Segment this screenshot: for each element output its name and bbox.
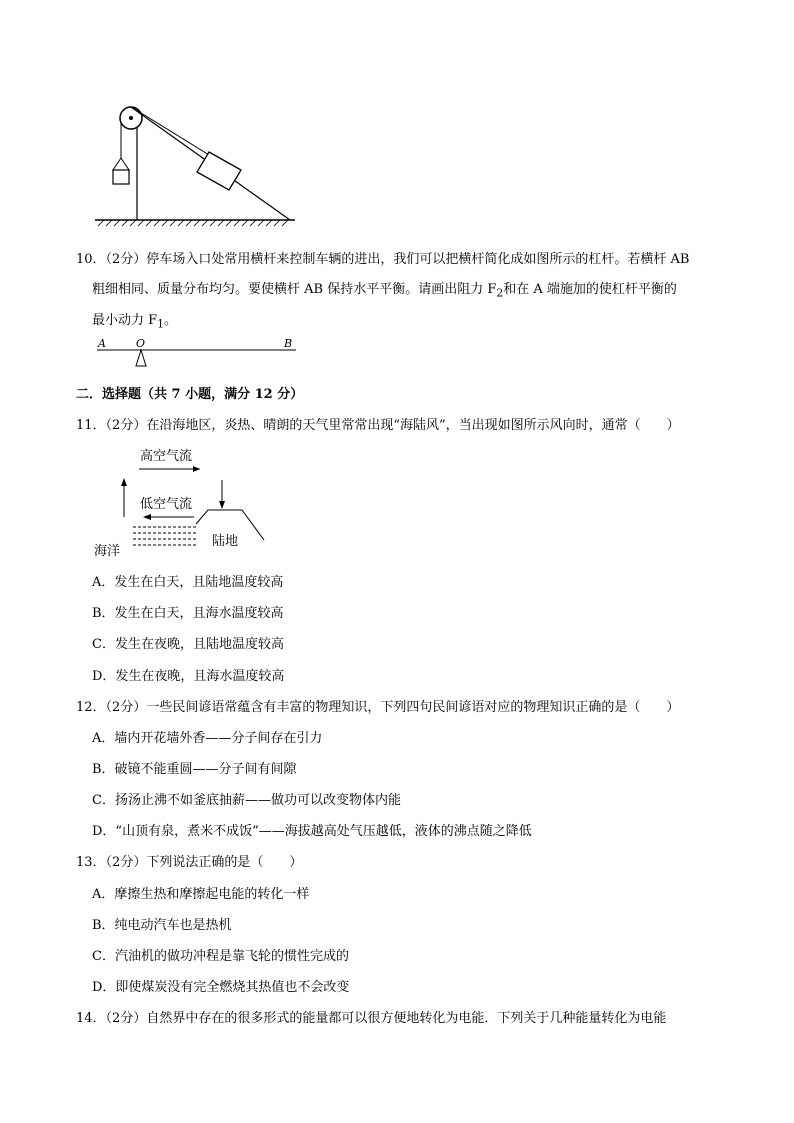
subscript: 2	[496, 286, 504, 300]
q12-option-d: D．“山顶有泉，煮米不成饭”——海拔越高处气压越低，液体的沸点随之降低	[92, 824, 532, 839]
q12-option-b: B．破镜不能重圆——分子间有间隙	[92, 762, 297, 777]
label-low-airflow: 低空气流	[140, 497, 193, 512]
q11-option-b: B．发生在白天，且海水温度较高	[92, 606, 284, 621]
q13-option-b: B．纯电动汽车也是热机	[92, 918, 232, 933]
section-title: 二．选择题（共 7 小题，满分 12 分）	[76, 387, 304, 402]
lever-label-a: A	[98, 337, 106, 350]
lever-label-b: B	[284, 337, 293, 350]
q14-stem: 14．（2分）自然界中存在的很多形式的能量都可以很方便地转化为电能．下列关于几种能量转化为电能	[76, 1011, 667, 1026]
label-high-airflow: 高空气流	[140, 449, 193, 464]
q11-option-d: D．发生在夜晚，且海水温度较高	[92, 669, 285, 684]
q13-option-d: D．即使煤炭没有完全燃烧其热值也不会改变	[92, 980, 350, 995]
label-sea: 海洋	[94, 544, 121, 559]
q12-option-c: C．扬汤止沸不如釜底抽薪——做功可以改变物体内能	[92, 793, 401, 808]
question-text: 停车场入口处常用横杆来控制车辆的进出，我们可以把横杆简化成如图所示的杠杆。若横杆 AB	[146, 252, 690, 267]
q13-option-c: C．汽油机的做功冲程是靠飞轮的惯性完成的	[92, 949, 349, 964]
q11-option-a: A．发生在白天，且陆地温度较高	[92, 575, 284, 590]
text: 和在 A 端施加的使杠杆平衡的	[503, 282, 677, 297]
q11-option-c: C．发生在夜晚，且陆地温度较高	[92, 637, 284, 652]
sea-breeze-figure	[0, 0, 794, 560]
text: 。	[164, 313, 178, 328]
text: 最小动力 F	[92, 313, 158, 328]
text: 粗细相同、质量分布均匀。要使横杆 AB 保持水平平衡。请画出阻力 F	[92, 282, 497, 297]
q11-stem: 11．（2分）在沿海地区，炎热、晴朗的天气里常常出现“海陆风”，当出现如图所示风向时，通常（ ）	[76, 418, 680, 433]
label-land: 陆地	[212, 534, 239, 549]
lever-label-o: O	[136, 337, 146, 350]
subscript: 1	[157, 317, 165, 331]
q12-option-a: A．墙内开花墙外香——分子间存在引力	[92, 731, 323, 746]
q13-stem: 13．（2分）下列说法正确的是（ ）	[76, 855, 303, 870]
q13-option-a: A．摩擦生热和摩擦起电能的转化一样	[92, 887, 310, 902]
q12-stem: 12．（2分）一些民间谚语常蕴含有丰富的物理知识，下列四句民间谚语对应的物理知识正确的是（ ）	[76, 700, 680, 715]
question-number: 10．（2分）	[76, 252, 147, 267]
